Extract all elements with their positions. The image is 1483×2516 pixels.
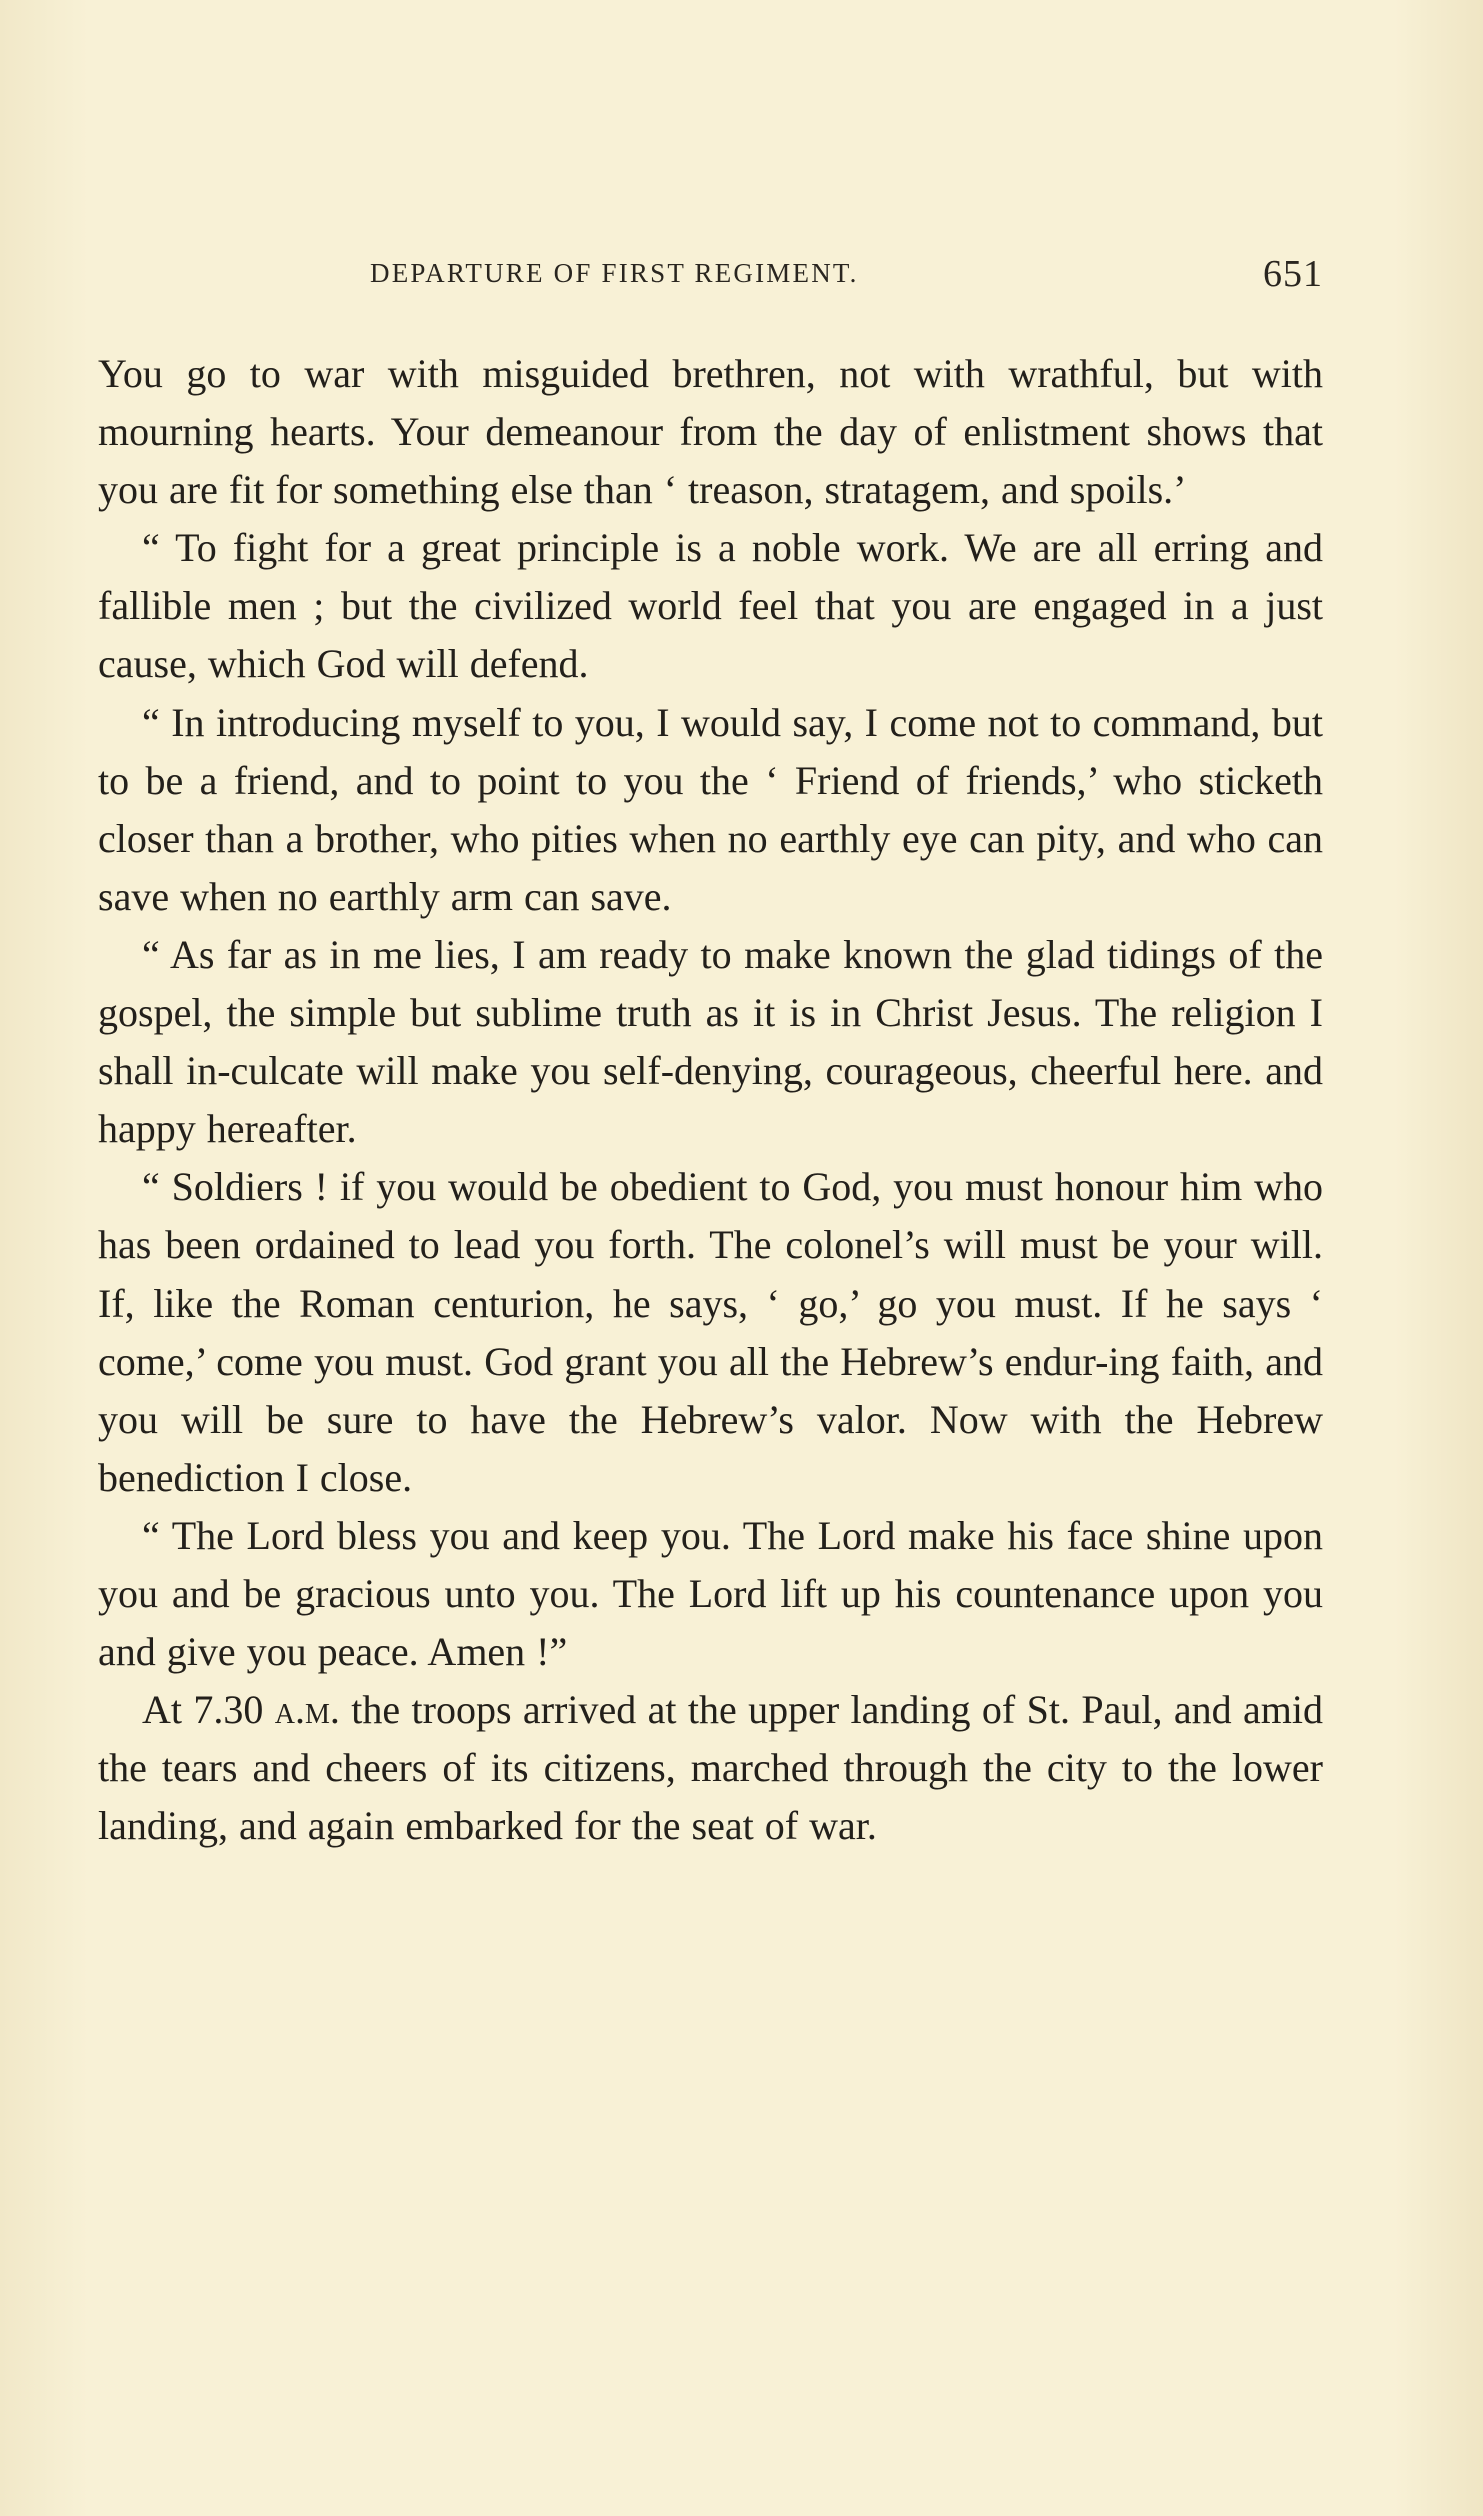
body-text <box>98 345 1323 1855</box>
paragraph-5: “ Soldiers ! if you would be obedient to God, you must honour him who has been ordained to lead you forth. The colonel’s will must be your will. If, like the Roman centurion, he says, ‘ go,’ go you must. If he says ‘ come,’ come you must. God grant you all the Hebrew’s endur-ing faith, and you will be sure to have the Hebrew’s valor. Now with the Hebrew benediction I close. <box>98 1164 1323 1500</box>
paragraph-6: “ The Lord bless you and keep you. The Lord make his face shine upon you and be gracious unto you. The Lord lift up his countenance upon you and give you peace. Amen !” <box>98 1512 1323 1675</box>
time-suffix: a.m. <box>274 1687 340 1733</box>
paragraph-4: “ As far as in me lies, I am ready to make known the glad tidings of the gospel, the simple but sublime truth as it is in Christ Jesus. The religion I shall in-culcate will make you self-denying, courageous, cheerful here. and happy hereafter. <box>98 931 1323 1152</box>
page-header <box>98 252 1323 300</box>
paragraph-1: You go to war with misguided brethren, not with wrathful, but with mourning hearts. Your demeanour from the day of enlistment shows that you are fit for something else than ‘ treason, stratagem, and spoils.’ <box>98 351 1323 513</box>
final-text-end: the troops arrived at the upper landing of St. Paul, and amid the tears and cheers of its citizens, marched through the city to the lower landing, and again embarked for the seat of war. <box>98 1687 1323 1849</box>
final-text-start: At 7.30 <box>142 1687 275 1733</box>
paragraph-3: “ In introducing myself to you, I would say, I come not to command, but to be a friend, and to point to you the ‘ Friend of friends,’ who sticketh closer than a brother, who pities when no earthly eye can pity, and who can save when no earthly arm can save. <box>98 699 1323 919</box>
running-head: DEPARTURE OF FIRST REGIMENT. <box>370 258 859 288</box>
page-number: 651 <box>1263 253 1323 295</box>
paragraph-2: “ To fight for a great principle is a noble work. We are all erring and fallible men ; but the civilized world feel that you are engaged in a just cause, which God will defend. <box>98 525 1323 687</box>
paragraph-7 <box>98 1681 1323 1855</box>
